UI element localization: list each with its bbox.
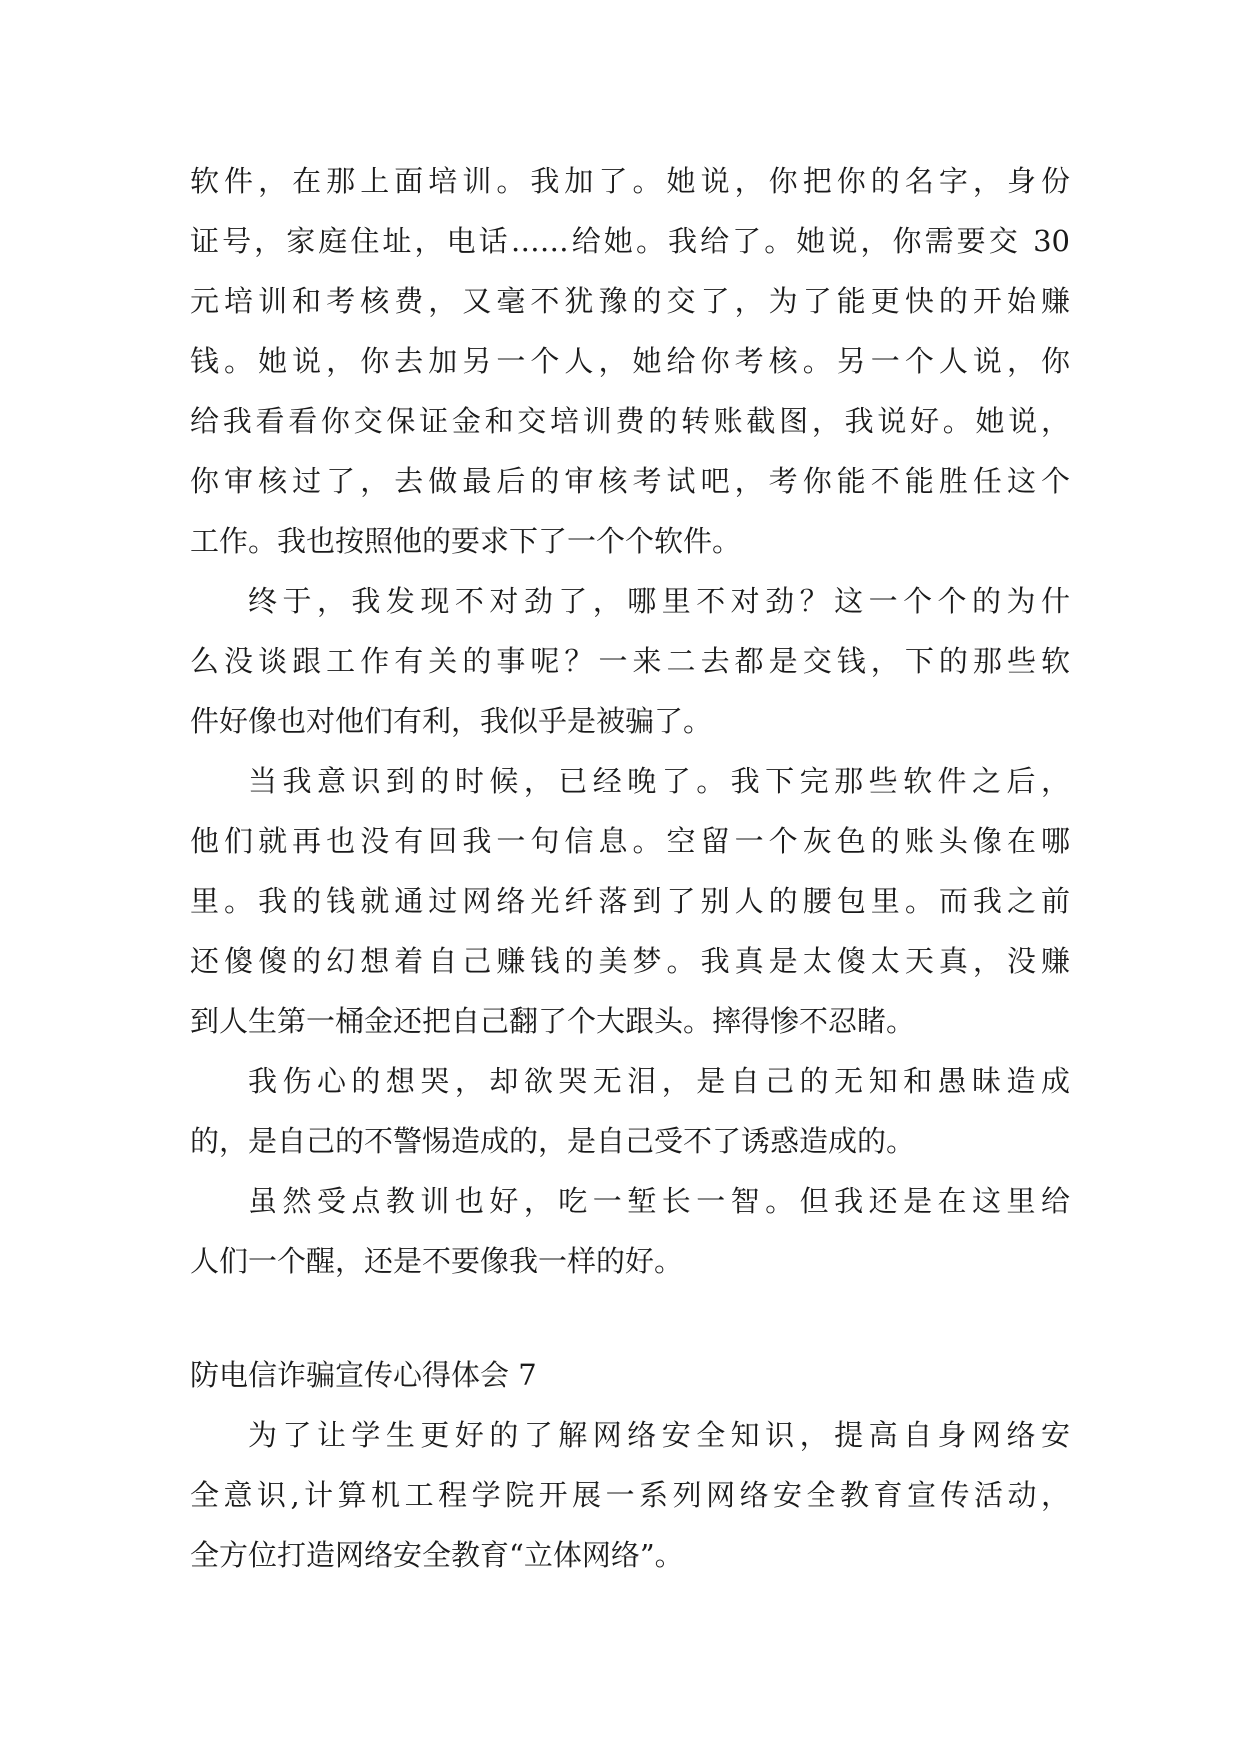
text-line: 钱。她说，你去加另一个人，她给你考核。另一个人说，你 bbox=[190, 344, 1070, 378]
text-line: 为了让学生更好的了解网络安全知识，提高自身网络安 bbox=[248, 1418, 1070, 1452]
document-body bbox=[190, 151, 1070, 1585]
text-line: 工作。我也按照他的要求下了一个个软件。 bbox=[190, 524, 742, 558]
text-line: 到人生第一桶金还把自己翻了个大跟头。摔得惨不忍睹。 bbox=[190, 1004, 916, 1038]
paragraph bbox=[190, 751, 1070, 1051]
text-line: 件好像也对他们有利，我似乎是被骗了。 bbox=[190, 704, 713, 738]
text-line: 全方位打造网络安全教育“立体网络”。 bbox=[190, 1538, 684, 1572]
paragraph bbox=[190, 1405, 1070, 1585]
text-line: 里。我的钱就通过网络光纤落到了别人的腰包里。而我之前 bbox=[190, 884, 1070, 918]
text-line: 虽然受点教训也好，吃一堑长一智。但我还是在这里给 bbox=[248, 1184, 1070, 1218]
text-line: 全意识,计算机工程学院开展一系列网络安全教育宣传活动， bbox=[190, 1478, 1070, 1512]
text-line: 当我意识到的时候，已经晚了。我下完那些软件之后， bbox=[248, 764, 1070, 798]
text-line: 么没谈跟工作有关的事呢？一来二去都是交钱，下的那些软 bbox=[190, 644, 1070, 678]
text-line: 证号，家庭住址，电话……给她。我给了。她说，你需要交 30 bbox=[190, 224, 1070, 258]
paragraph bbox=[190, 571, 1070, 751]
text-line: 终于，我发现不对劲了，哪里不对劲？这一个个的为什 bbox=[248, 584, 1070, 618]
text-line: 我伤心的想哭，却欲哭无泪，是自己的无知和愚昧造成 bbox=[248, 1064, 1070, 1098]
text-line: 的，是自己的不警惕造成的，是自己受不了诱惑造成的。 bbox=[190, 1124, 916, 1158]
text-line: 人们一个醒，还是不要像我一样的好。 bbox=[190, 1244, 684, 1278]
text-line: 软件，在那上面培训。我加了。她说，你把你的名字，身份 bbox=[190, 164, 1070, 198]
text-line: 元培训和考核费，又毫不犹豫的交了，为了能更快的开始赚 bbox=[190, 284, 1070, 318]
text-line: 给我看看你交保证金和交培训费的转账截图，我说好。她说， bbox=[190, 404, 1070, 438]
section-heading: 防电信诈骗宣传心得体会 7 bbox=[190, 1358, 537, 1392]
text-line: 你审核过了，去做最后的审核考试吧，考你能不能胜任这个 bbox=[190, 464, 1070, 498]
paragraph bbox=[190, 1171, 1070, 1291]
text-line: 他们就再也没有回我一句信息。空留一个灰色的账头像在哪 bbox=[190, 824, 1070, 858]
paragraph bbox=[190, 151, 1070, 571]
paragraph bbox=[190, 1051, 1070, 1171]
text-line: 还傻傻的幻想着自己赚钱的美梦。我真是太傻太天真，没赚 bbox=[190, 944, 1070, 978]
